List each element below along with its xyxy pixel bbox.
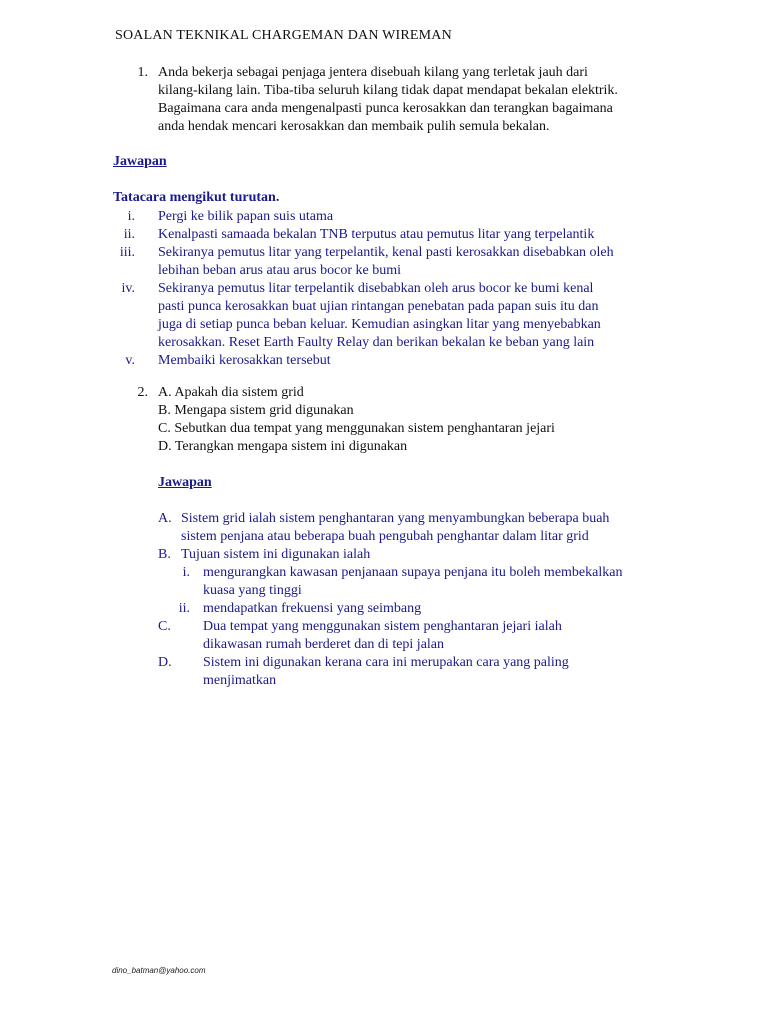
answer-line: menjimatkan [203,673,277,688]
sub-number: i. [182,565,190,580]
sub-number: ii. [178,601,190,616]
answer-line: dikawasan rumah berderet dan di tepi jalan [203,637,445,652]
page-title: SOALAN TEKNIKAL CHARGEMAN DAN WIREMAN [115,28,452,43]
question-line: A. Apakah dia sistem grid [158,385,304,400]
answer-label: D. [158,655,172,670]
question-line: anda hendak mencari kerosakkan dan membaik pulih semula bekalan. [158,119,550,134]
question-line: Anda bekerja sebagai penjaga jentera disebuah kilang yang terletak jauh dari [158,65,588,80]
answer-heading: Jawapan [158,475,212,490]
answer-label: B. [158,547,171,562]
answer-heading: Jawapan [113,154,167,169]
answer-line: sistem penjana atau beberapa buah pengubah penghantar dalam litar grid [181,529,589,544]
list-number: v. [125,353,135,368]
question-number: 2. [137,385,148,400]
list-item: lebihan beban arus atau arus bocor ke bumi [158,263,401,278]
list-item: pasti punca kerosakkan buat ujian rintangan penebatan pada papan suis itu dan [158,299,599,314]
list-item: juga di setiap punca beban keluar. Kemudian asingkan litar yang menyebabkan [158,317,601,332]
question-line: kilang-kilang lain. Tiba-tiba seluruh kilang tidak dapat mendapat bekalan elektrik. [158,83,618,98]
list-number: ii. [123,227,135,242]
list-item: Pergi ke bilik papan suis utama [158,209,334,224]
answer-subheading: Tatacara mengikut turutan. [113,190,280,205]
answer-label: C. [158,619,171,634]
question-number: 1. [137,65,148,80]
list-number: iv. [121,281,135,296]
sub-item: kuasa yang tinggi [203,583,302,598]
list-item: Kenalpasti samaada bekalan TNB terputus atau pemutus litar yang terpelantik [158,227,595,242]
answer-line: Sistem ini digunakan kerana cara ini merupakan cara yang paling [203,655,569,670]
list-item: kerosakkan. Reset Earth Faulty Relay dan berikan bekalan ke beban yang lain [158,335,595,350]
list-item: Membaiki kerosakkan tersebut [158,353,331,368]
footer-email: dino_batman@yahoo.com [112,966,206,975]
question-line: B. Mengapa sistem grid digunakan [158,403,354,418]
question-line: C. Sebutkan dua tempat yang menggunakan sistem penghantaran jejari [158,421,555,436]
list-item: Sekiranya pemutus litar yang terpelantik, kenal pasti kerosakkan disebabkan oleh [158,245,614,260]
list-number: i. [127,209,135,224]
answer-label: A. [158,511,172,526]
question-line: Bagaimana cara anda mengenalpasti punca kerosakkan dan terangkan bagaimana [158,101,613,116]
sub-item: mengurangkan kawasan penjanaan supaya penjana itu boleh membekalkan [203,565,623,580]
answer-line: Sistem grid ialah sistem penghantaran yang menyambungkan beberapa buah [181,511,610,526]
list-item: Sekiranya pemutus litar terpelantik disebabkan oleh arus bocor ke bumi kenal [158,281,594,296]
list-number: iii. [119,245,135,260]
sub-item: mendapatkan frekuensi yang seimbang [203,601,422,616]
answer-line: Tujuan sistem ini digunakan ialah [181,547,371,562]
question-line: D. Terangkan mengapa sistem ini digunakan [158,439,408,454]
answer-line: Dua tempat yang menggunakan sistem penghantaran jejari ialah [203,619,562,634]
